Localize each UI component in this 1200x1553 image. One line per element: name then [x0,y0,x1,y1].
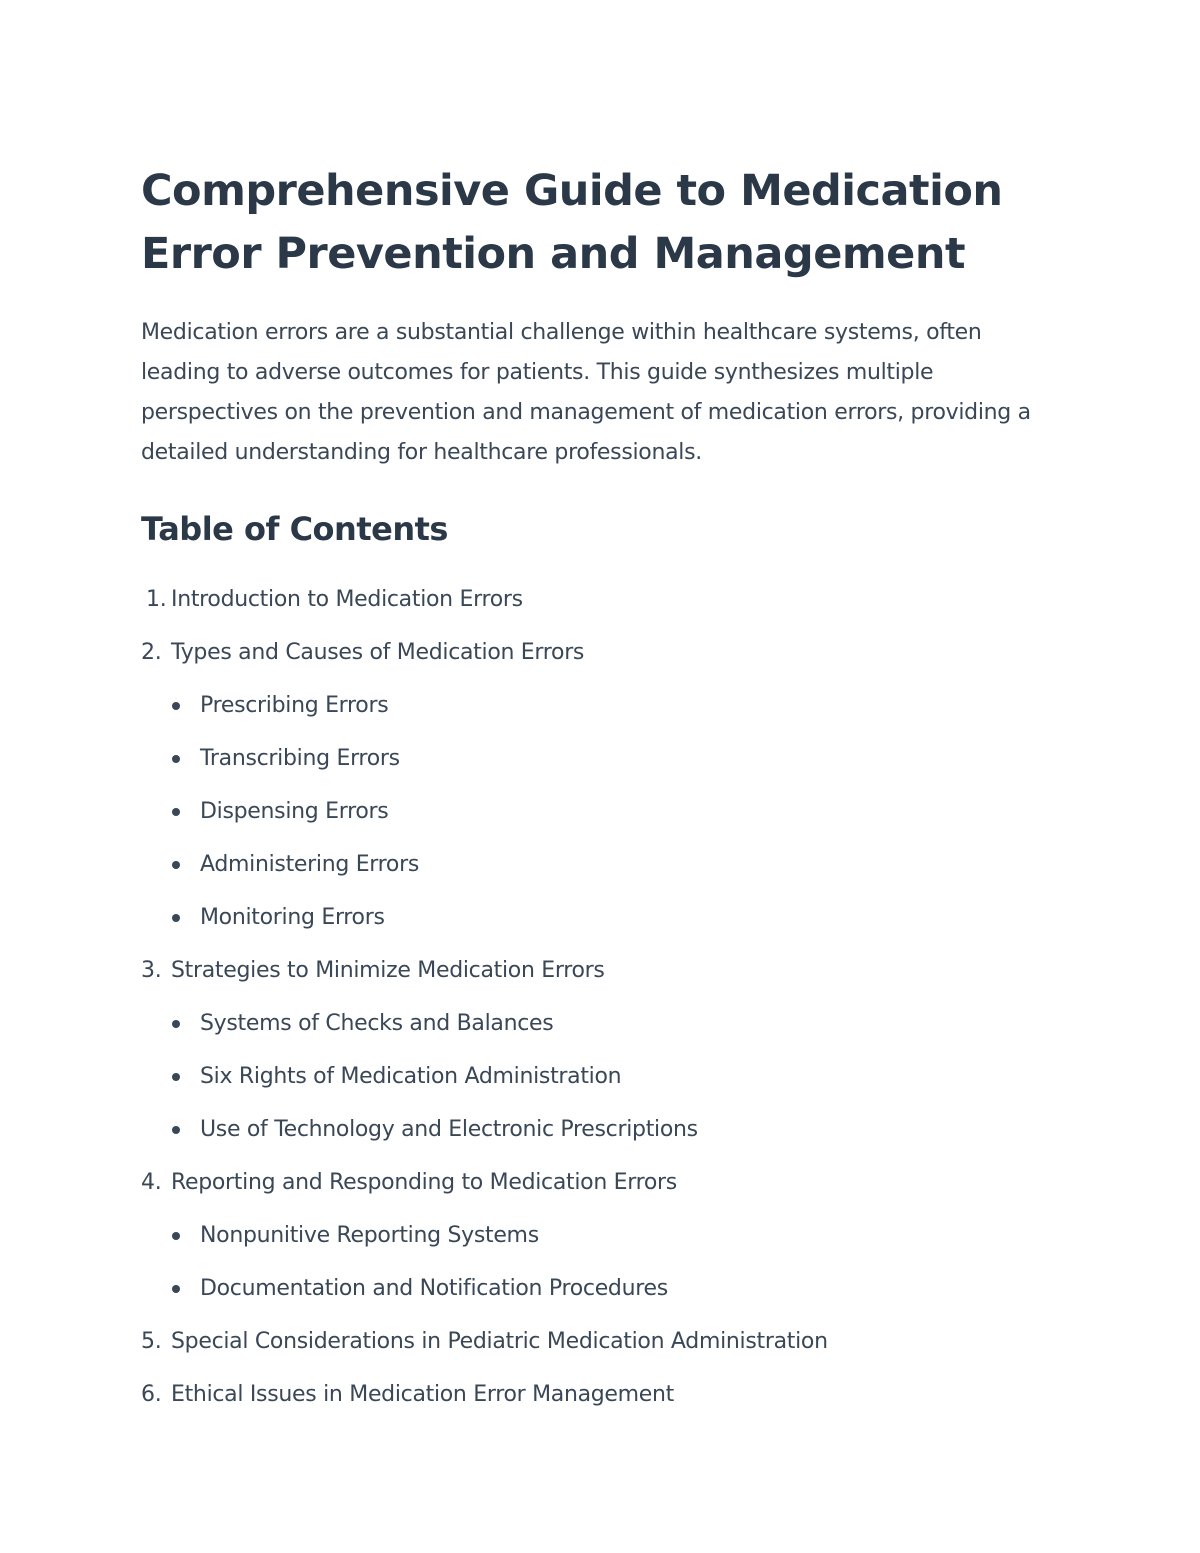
bullet-icon [172,1020,180,1028]
bullet-icon [172,1126,180,1134]
toc-item-label: Introduction to Medication Errors [171,587,523,612]
toc-item-strategies[interactable] [141,944,1061,1156]
toc-subitem-label: Monitoring Errors [200,905,385,930]
toc-subitem-label: Administering Errors [200,852,419,877]
toc-item-label: Reporting and Responding to Medication Errors [171,1170,677,1195]
toc-subitem-label: Use of Technology and Electronic Prescriptions [200,1117,698,1142]
toc-subitem[interactable] [141,732,1061,785]
toc-subitem[interactable] [141,679,1061,732]
toc-sublist [141,997,1061,1156]
toc-subitem[interactable] [141,785,1061,838]
toc-item-reporting[interactable] [141,1156,1061,1315]
toc-subitem[interactable] [141,1262,1061,1315]
toc-heading: Table of Contents [141,510,448,548]
intro-paragraph: Medication errors are a substantial challenge within healthcare systems, often leading to adverse outcomes for patients. This guide synthesizes multiple perspectives on the prevention and management of medication errors, providing a detailed understanding for healthcare professionals. [141,320,1031,465]
toc-subitem[interactable] [141,891,1061,944]
toc-subitem-label: Nonpunitive Reporting Systems [200,1223,539,1248]
toc-item-label: Ethical Issues in Medication Error Management [171,1382,675,1407]
table-of-contents [141,573,1061,1421]
document-page [141,160,1061,1421]
toc-item-ethical[interactable] [141,1368,1061,1421]
toc-subitem-label: Documentation and Notification Procedures [200,1276,668,1301]
bullet-icon [172,1285,180,1293]
toc-subitem[interactable] [141,838,1061,891]
toc-subitem-label: Transcribing Errors [200,746,400,771]
toc-item-pediatric[interactable] [141,1315,1061,1368]
toc-item-label: Special Considerations in Pediatric Medication Administration [171,1329,828,1354]
bullet-icon [172,755,180,763]
toc-subitem-label: Prescribing Errors [200,693,389,718]
toc-item-number: 2. [141,640,162,665]
toc-subitem-label: Dispensing Errors [200,799,389,824]
toc-item-label: Types and Causes of Medication Errors [171,640,585,665]
toc-sublist [141,1209,1061,1315]
bullet-icon [172,914,180,922]
bullet-icon [172,1073,180,1081]
toc-subitem[interactable] [141,997,1061,1050]
toc-subitem-label: Six Rights of Medication Administration [200,1064,622,1089]
bullet-icon [172,861,180,869]
toc-subitem[interactable] [141,1209,1061,1262]
toc-item-number: 4. [141,1170,162,1195]
toc-subitem[interactable] [141,1103,1061,1156]
toc-sublist [141,679,1061,944]
toc-subitem-label: Systems of Checks and Balances [200,1011,554,1036]
toc-item-label: Strategies to Minimize Medication Errors [171,958,605,983]
toc-item-number: 5. [141,1329,162,1354]
page-title: Comprehensive Guide to Medication Error Prevention and Management [141,166,1003,279]
toc-item-number: 6. [141,1382,162,1407]
bullet-icon [172,702,180,710]
toc-item-number: 3. [141,958,162,983]
bullet-icon [172,1232,180,1240]
toc-item-number: 1. [146,587,167,612]
toc-item-types-and-causes[interactable] [141,626,1061,944]
toc-subitem[interactable] [141,1050,1061,1103]
toc-item-introduction[interactable] [141,573,1061,626]
bullet-icon [172,808,180,816]
